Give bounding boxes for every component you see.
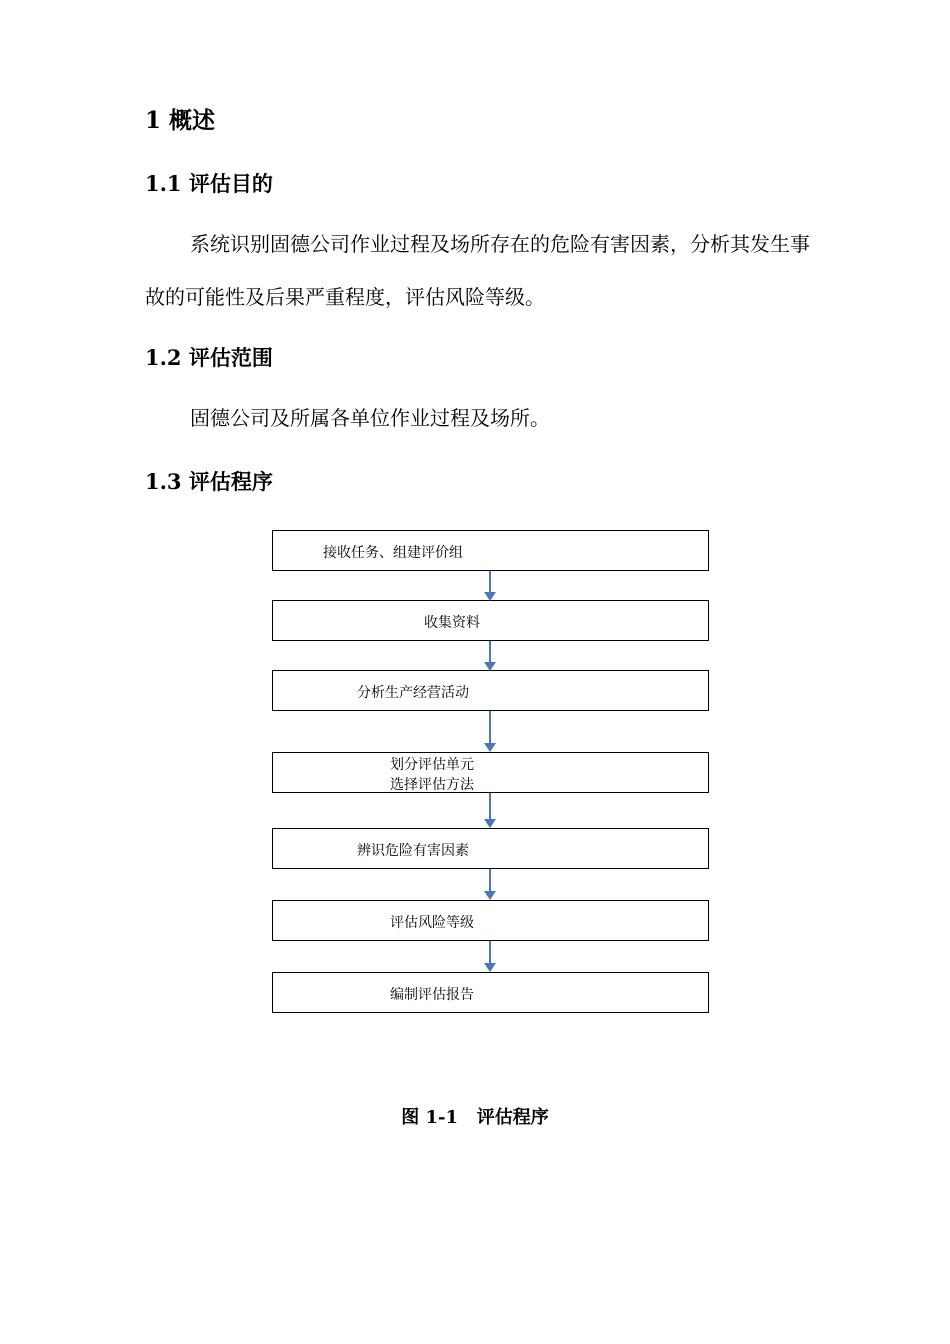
flow-step-label: 编制评估报告 [390, 987, 474, 1003]
flow-step-box [272, 900, 709, 941]
flow-step-box [272, 670, 709, 711]
flow-step-label: 划分评估单元 [390, 757, 474, 773]
flow-arrow [484, 941, 496, 972]
flow-arrow [484, 793, 496, 828]
flow-step-label: 收集资料 [424, 615, 480, 631]
flow-step-label: 分析生产经营活动 [357, 685, 469, 701]
flow-step-box [272, 600, 709, 641]
flow-step-box [272, 752, 709, 793]
purpose-heading: 1.1 评估目的 [145, 171, 273, 196]
procedure-heading: 1.3 评估程序 [145, 469, 273, 494]
flow-arrow [484, 869, 496, 900]
flow-arrow [484, 571, 496, 601]
flow-step-label: 选择评估方法 [390, 777, 474, 793]
scope-paragraph: 固德公司及所属各单位作业过程及场所。 [190, 406, 550, 430]
flow-arrow [484, 641, 496, 671]
purpose-paragraph: 系统识别固德公司作业过程及场所存在的危险有害因素，分析其发生事故的可能性及后果严重程度，评估风险等级。 [145, 232, 810, 309]
flow-step-box [272, 828, 709, 869]
flow-step-box [272, 530, 709, 571]
section-title: 1 概述 [145, 107, 216, 134]
flow-arrow [484, 711, 496, 752]
scope-heading: 1.2 评估范围 [145, 345, 273, 370]
flow-step-label: 辨识危险有害因素 [357, 843, 469, 859]
flow-step-box [272, 972, 709, 1013]
flow-step-label: 接收任务、组建评价组 [323, 545, 463, 561]
figure-caption: 图 1-1 评估程序 [401, 1107, 549, 1128]
flow-step-label: 评估风险等级 [390, 915, 474, 931]
